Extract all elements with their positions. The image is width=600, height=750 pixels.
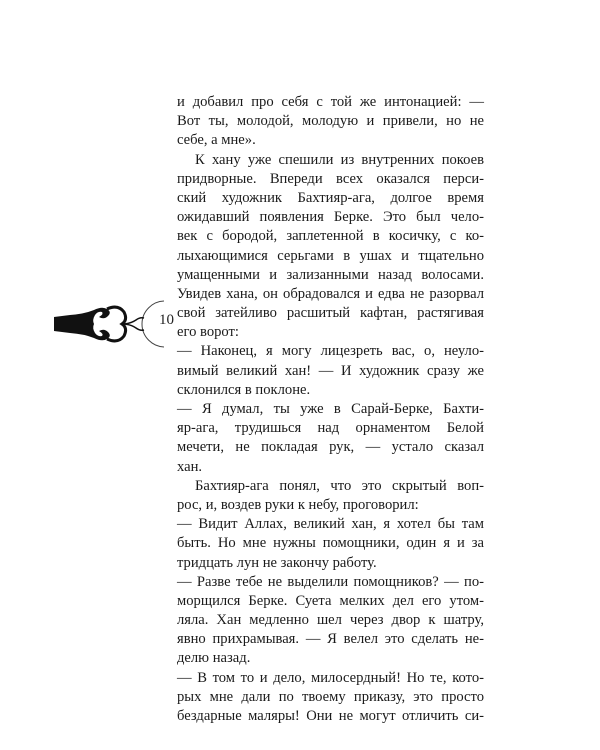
text-line: себе, а мне». (177, 132, 256, 149)
text-line: придворные. Впереди всех оказался перси- (177, 170, 484, 187)
text-line: Бахтияр-ага понял, что это скрытый воп- (195, 477, 484, 494)
text-line: Вот ты, молодой, молодую и привели, но не (177, 113, 484, 130)
text-line: быть. Но мне нужны помощники, один я и за (177, 535, 484, 552)
text-line: вимый великий хан! — И художник сразу же (177, 362, 484, 379)
text-line: яр-ага, трудишься над орнаментом Белой (177, 420, 484, 437)
scroll-bracket-shape (54, 308, 110, 341)
text-line: и добавил про себя с той же интонацией: — (177, 94, 484, 110)
text-line: мечети, не покладая рук, — устало сказал (177, 439, 484, 456)
text-line: склонился в поклоне. (177, 381, 311, 398)
text-line: его ворот: (177, 324, 239, 341)
text-line: ожидавший появления Берке. Это был чело- (177, 209, 484, 226)
page-number-ornament (52, 298, 174, 350)
text-line: рос, и, воздев руки к небу, проговорил: (177, 496, 419, 513)
text-line: — Я думал, ты уже в Сарай-Берке, Бахти- (177, 401, 484, 417)
text-line: бездарные маляры! Они не могут отличить си- (177, 708, 484, 724)
scroll-ornament-icon (52, 298, 164, 350)
text-line: ляла. Хан медленно шел через двор к шатру, (177, 612, 484, 629)
text-line: — Разве тебе не выделили помощников? — по- (177, 573, 484, 590)
text-line: явно прихрамывая. — Я велел это сделать не- (177, 631, 484, 648)
text-line: К хану уже спешили из внутренних покоев (195, 151, 484, 168)
text-line: хан. (177, 458, 203, 475)
page-number: 10 (159, 312, 174, 328)
text-line: свой затейливо расшитый кафтан, растягивая (177, 305, 484, 322)
text-line: делю назад. (177, 650, 251, 667)
text-line: — Видит Аллах, великий хан, я хотел бы там (177, 516, 484, 533)
text-line: лыхающимися серьгами в ушах и тщательно (177, 247, 484, 264)
text-line: — Наконец, я могу лицезреть вас, о, неуло- (177, 343, 484, 360)
text-line: век с бородой, заплетенной в косичку, с ко- (177, 228, 484, 245)
text-line: морщился Берке. Суета мелких дел его утом- (177, 592, 484, 609)
text-line: умащенными и зализанными назад волосами. (177, 266, 484, 283)
body-text (177, 93, 484, 726)
text-line: Увидев хана, он обрадовался и едва не разорвал (177, 285, 484, 302)
text-line: рых мне дали по твоему приказу, это просто (177, 688, 484, 705)
text-line: ский художник Бахтияр-ага, долгое время (177, 189, 484, 206)
text-line: — В том то и дело, милосердный! Но те, кото- (177, 669, 484, 686)
text-line: тридцать лун не закончу работу. (177, 554, 377, 571)
